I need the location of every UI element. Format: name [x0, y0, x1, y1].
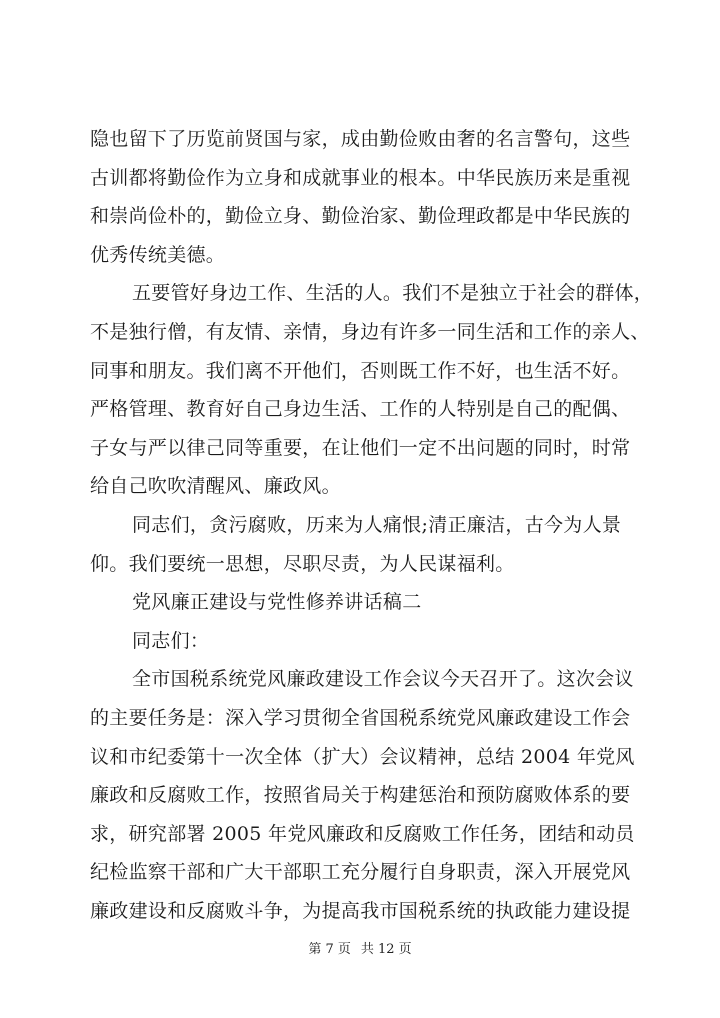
text-line: 优秀传统美德。	[90, 243, 226, 266]
text-line: 同事和朋友。我们离不开他们，否则既工作不好，也生活不好。	[90, 359, 631, 382]
text-line: 廉政和反腐败工作，按照省局关于构建惩治和预防腐败体系的要	[90, 784, 631, 807]
page-footer	[0, 938, 720, 957]
text-line: 廉政建设和反腐败斗争，为提高我市国税系统的执政能力建设提	[90, 899, 631, 922]
page-number: 第 7 页	[308, 942, 351, 957]
text-line: 同志们，贪污腐败，历来为人痛恨;清正廉洁，古今为人景	[132, 513, 622, 536]
text-line: 五要管好身边工作、生活的人。我们不是独立于社会的群体，	[132, 282, 654, 305]
text-line: 党风廉正建设与党性修养讲话稿二	[132, 591, 422, 614]
document-body	[90, 120, 654, 930]
page-total: 共 12 页	[360, 942, 412, 957]
text-line: 求，研究部署 2005 年党风廉政和反腐败工作任务，团结和动员	[90, 822, 635, 845]
text-line: 的主要任务是：深入学习贯彻全省国税系统党风廉政建设工作会	[90, 706, 631, 729]
text-line: 子女与严以律己同等重要，在让他们一定不出问题的同时，时常	[90, 436, 631, 459]
text-line: 给自己吹吹清醒风、廉政风。	[90, 475, 341, 498]
text-line: 不是独行僧，有友情、亲情，身边有许多一同生活和工作的亲人、	[90, 320, 650, 343]
text-line: 纪检监察干部和广大干部职工充分履行自身职责，深入开展党风	[90, 861, 631, 884]
text-line: 隐也留下了历览前贤国与家，成由勤俭败由奢的名言警句，这些	[90, 128, 631, 150]
text-line: 仰。我们要统一思想，尽职尽责，为人民谋福利。	[90, 552, 515, 575]
text-line: 全市国税系统党风廉政建设工作会议今天召开了。这次会议	[132, 668, 634, 691]
text-line: 同志们：	[132, 629, 210, 652]
text-line: 和崇尚俭朴的，勤俭立身、勤俭治家、勤俭理政都是中华民族的	[90, 205, 631, 228]
text-line: 议和市纪委第十一次全体（扩大）会议精神，总结 2004 年党风	[90, 745, 635, 768]
text-line: 严格管理、教育好自己身边生活、工作的人特别是自己的配偶、	[90, 398, 631, 421]
text-line: 古训都将勤俭作为立身和成就事业的根本。中华民族历来是重视	[90, 166, 631, 189]
